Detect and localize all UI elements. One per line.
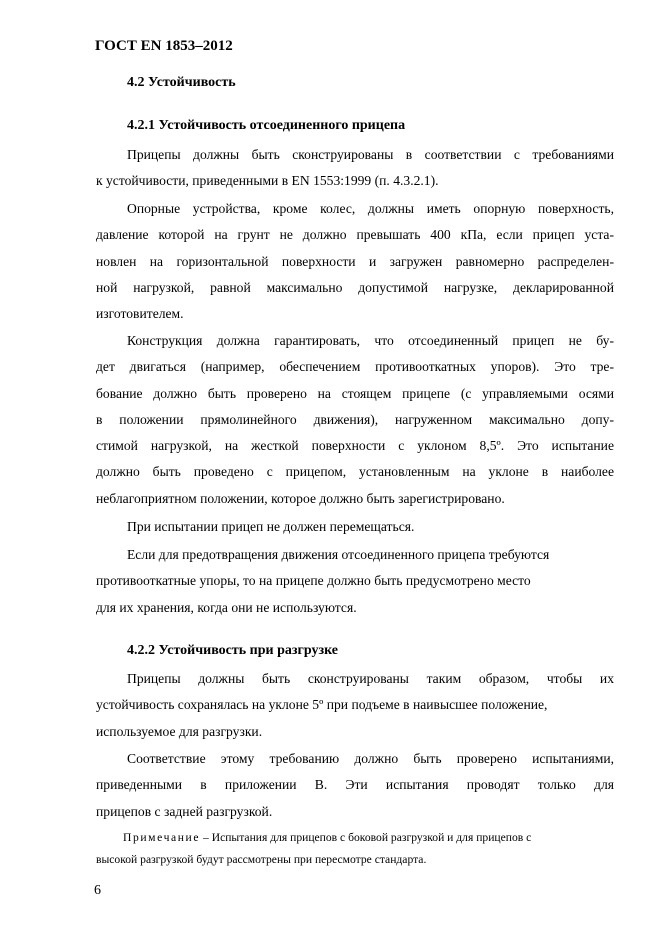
document-header: ГОСТ EN 1853–2012 [95,38,233,54]
paragraph [96,746,614,825]
text-line: При испытании прицеп не должен перемещаться. [127,519,415,534]
text-line: Конструкция должна гарантировать, что отсоединенный прицеп не бу- [127,333,614,348]
paragraph [96,196,614,327]
text-line: бование должно быть проверено на стоящем прицепе (с управляемыми осями [96,385,614,401]
section-heading: 4.2 Устойчивость [127,75,236,90]
text-line: в положении прямолинейного движения), нагруженном максимально допу- [96,411,614,427]
note-text: – Испытания для прицепов с боковой разгрузкой и для прицепов с [200,831,532,844]
paragraph [96,542,614,621]
text-line: новлен на горизонтальной поверхности и загружен равномерно распределен- [96,253,614,269]
text-line: противооткатные упоры, то на прицепе должно быть предусмотрено место [96,573,531,589]
note [96,827,614,870]
note-line [96,827,614,849]
note-line: высокой разгрузкой будут рассмотрены при пересмотре стандарта. [96,852,427,866]
text-line: Прицепы должны быть сконструированы таким образом, чтобы их [127,671,614,686]
text-line: давление которой на грунт не должно превышать 400 кПа, если прицеп уста- [96,227,614,243]
note-label: Примечание [123,831,201,844]
text-line: Опорные устройства, кроме колес, должны иметь опорную поверхность, [127,201,614,216]
subsection-heading-4-2-2: 4.2.2 Устойчивость при разгрузке [127,643,339,658]
paragraph [96,328,614,512]
page-number: 6 [94,883,101,898]
text-line: для их хранения, когда они не используются. [96,599,357,615]
text-line: должно быть проведено с прицепом, установленным на уклоне в наиболее [96,464,614,480]
text-line: прицепов с задней разгрузкой. [96,803,273,819]
text-line: ной нагрузкой, равной максимально допустимой нагрузке, декларированной [96,279,614,295]
text-line: приведенными в приложении В. Эти испытания проводят только для [96,777,614,793]
text-line: Прицепы должны быть сконструированы в соответствии с требованиями [127,147,614,162]
text-line: устойчивость сохранялась на уклоне 5º при подъеме в наивысшее положение, [96,697,548,713]
text-line: неблагоприятном положении, которое должно быть зарегистрировано. [96,490,505,506]
text-line: стимой нагрузкой, на жесткой поверхности с уклоном 8,5º. Это испытание [96,438,614,454]
text-line: Соответствие этому требованию должно быть проверено испытаниями, [127,751,614,766]
text-line: дет двигаться (например, обеспечением противооткатных упоров). Это тре- [96,359,614,375]
paragraph [96,666,614,745]
subsection-heading-4-2-1: 4.2.1 Устойчивость отсоединенного прицепа [127,118,406,133]
text-line: используемое для разгрузки. [96,723,263,739]
text-line: изготовителем. [96,306,184,322]
text-line: к устойчивости, приведенными в EN 1553:1999 (п. 4.3.2.1). [96,173,439,189]
paragraph [96,514,614,540]
text-line: Если для предотвращения движения отсоединенного прицепа требуются [127,547,550,562]
paragraph [96,142,614,195]
